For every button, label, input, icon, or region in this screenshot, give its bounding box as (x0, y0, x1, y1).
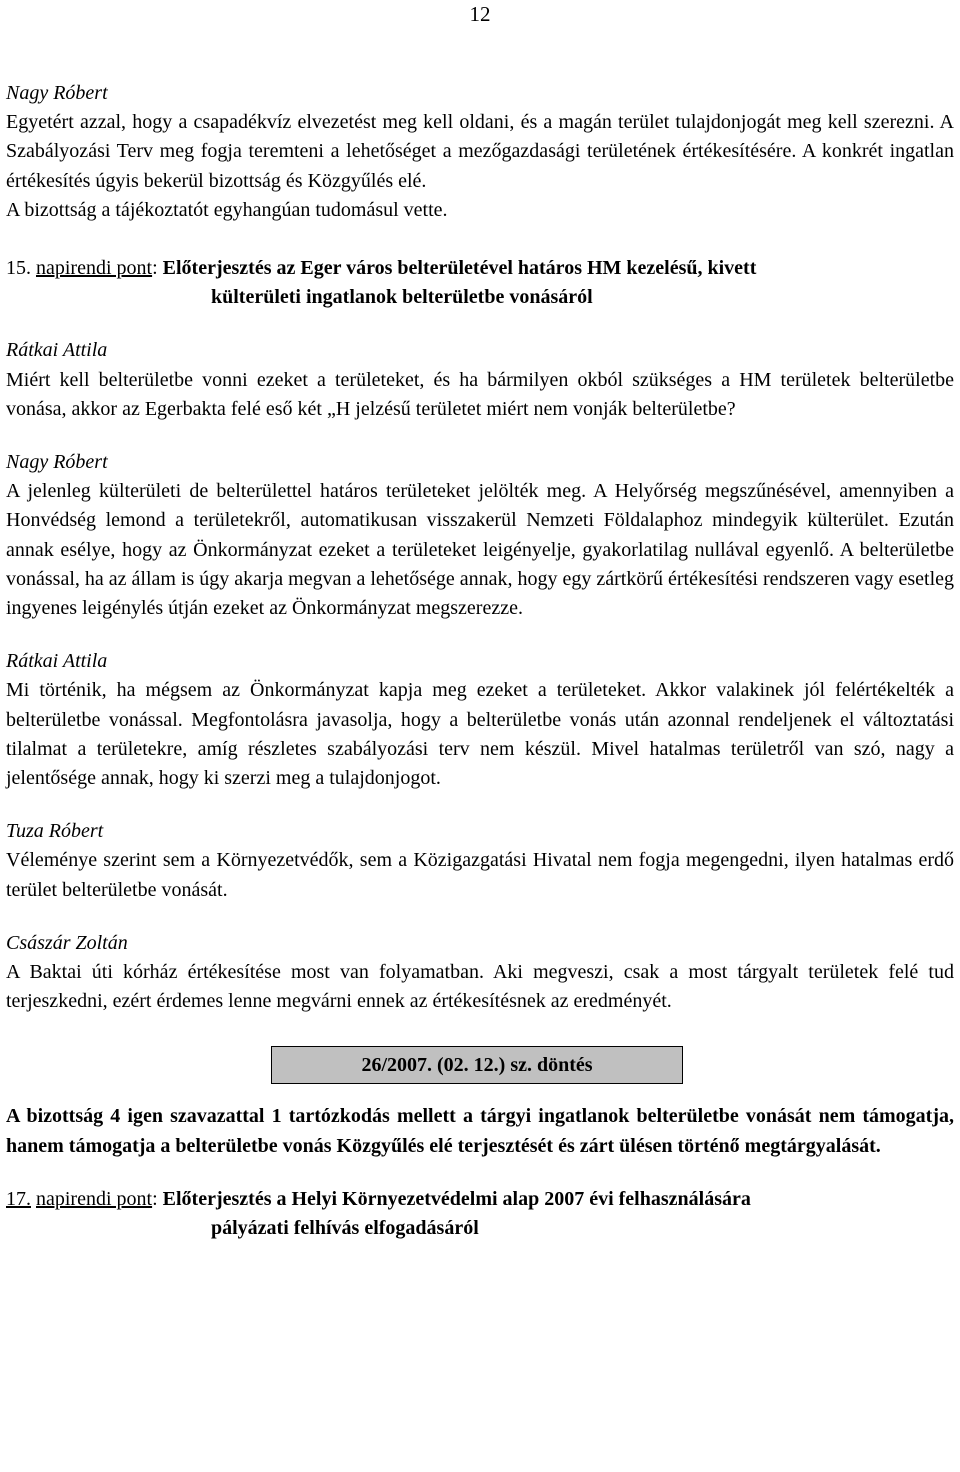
page-content (6, 79, 954, 1243)
speech-text: A Baktai úti kórház értékesítése most van folyamatban. Aki megveszi, csak a most tárgyalt területek felé tud terjeszkedni, ezért érdemes lenne megvárni ennek az értékesítésnek az eredményét. (6, 961, 954, 1013)
speaker-name: Császár Zoltán (6, 931, 128, 954)
speaker-name: Rátkai Attila (6, 650, 108, 673)
speaker-name: Nagy Róbert (6, 82, 108, 104)
decision-label-box: 26/2007. (02. 12.) sz. döntés (271, 1046, 683, 1084)
speaker-name: Tuza Róbert (6, 820, 104, 843)
decision-text: A bizottság 4 igen szavazattal 1 tartózkodás mellett a tárgyi ingatlanok belterületbe vonását nem támogatja, hanem támogatja a belterületbe vonás Közgyűlés elé terjesztését és zárt ülésen történő megtárgyalását. (6, 1105, 954, 1157)
agenda-item-label: napirendi pont (36, 257, 153, 280)
agenda-item-number: 15. (6, 257, 31, 280)
speaker-name: Nagy Róbert (6, 451, 108, 474)
agenda-item-label: napirendi pont (36, 1187, 153, 1210)
agenda-item-17: 17. napirendi pont: Előterjesztés a Helyi Környezetvédelmi alap 2007 évi felhasználására pályázati felhívás elfogadásáról (6, 1185, 954, 1243)
agenda-item-title-line1: Előterjesztés az Eger város belterületével határos HM kezelésű, kivett (162, 257, 757, 280)
agenda-item-15: 15. napirendi pont: Előterjesztés az Eger város belterületével határos HM kezelésű, kivett külterületi ingatlanok belterületbe vonásáról (6, 254, 954, 312)
speech-text: Mi történik, ha mégsem az Önkormányzat kapja meg ezeket a területeket. Akkor valakinek jól felértékelték a belterületbe vonással. Megfontolásra javasolja, hogy a belterületbe vonás után azonnal rendeljenek el változtatási tilalmat a területekre, amíg részletes szabályozási terv nem készül. Mivel hatalmas területről van szó, nagy a jelentősége annak, hogy ki szerzi meg a tulajdonjogot. (6, 679, 954, 790)
speaker-name: Rátkai Attila (6, 339, 108, 362)
agenda-item-title-line2: pályázati felhívás elfogadásáról (211, 1217, 479, 1240)
page-number: 12 (469, 2, 491, 26)
agenda-item-title-line2: külterületi ingatlanok belterületbe vonásáról (211, 286, 593, 309)
speech-text: Miért kell belterületbe vonni ezeket a területeket, és ha bármilyen okból szükséges a HM területek belterületbe vonása, akkor az Egerbakta felé eső két „H jelzésű területet miért nem vonják belterületbe? (6, 368, 954, 420)
speech-text: Egyetért azzal, hogy a csapadékvíz elvezetést meg kell oldani, és a magán terület tulajdonjogát meg kell szerezni. A Szabályozási Terv meg fogja teremteni a lehetőséget a mezőgazdasági területének értékesítésére. A konkrét ingatlan értékesítés úgyis bekerül bizottság és Közgyűlés elé. (6, 111, 954, 192)
speech-text: A jelenleg külterületi de belterülettel határos területeket jelölték meg. A Helyőrség megszűnésével, amennyiben a Honvédség lemond a területekről, automatikusan visszakerül Nemzeti Földalaphoz mindegyik külterület. Ezután annak esélye, hogy az Önkormányzat ezeket a területeket leigényelje, gyakorlatilag nullával egyenlő. A belterületbe vonással, ha az állam is úgy akarja megvan a lehetősége annak, hogy egy zártkörű értékesítési rendszeren vagy esetleg ingyenes leigénylés útján ezeket az Önkormányzat megszerezze. (6, 480, 954, 620)
resolution-note: A bizottság a tájékoztatót egyhangúan tudomásul vette. (6, 198, 448, 221)
speech-text: Véleménye szerint sem a Környezetvédők, sem a Közigazgatási Hivatal nem fogja megengedni, ilyen hatalmas erdő terület belterületbe vonását. (6, 849, 954, 901)
agenda-item-title-line1: Előterjesztés a Helyi Környezetvédelmi alap 2007 évi felhasználására (162, 1187, 751, 1210)
agenda-item-number: 17. (6, 1187, 31, 1210)
